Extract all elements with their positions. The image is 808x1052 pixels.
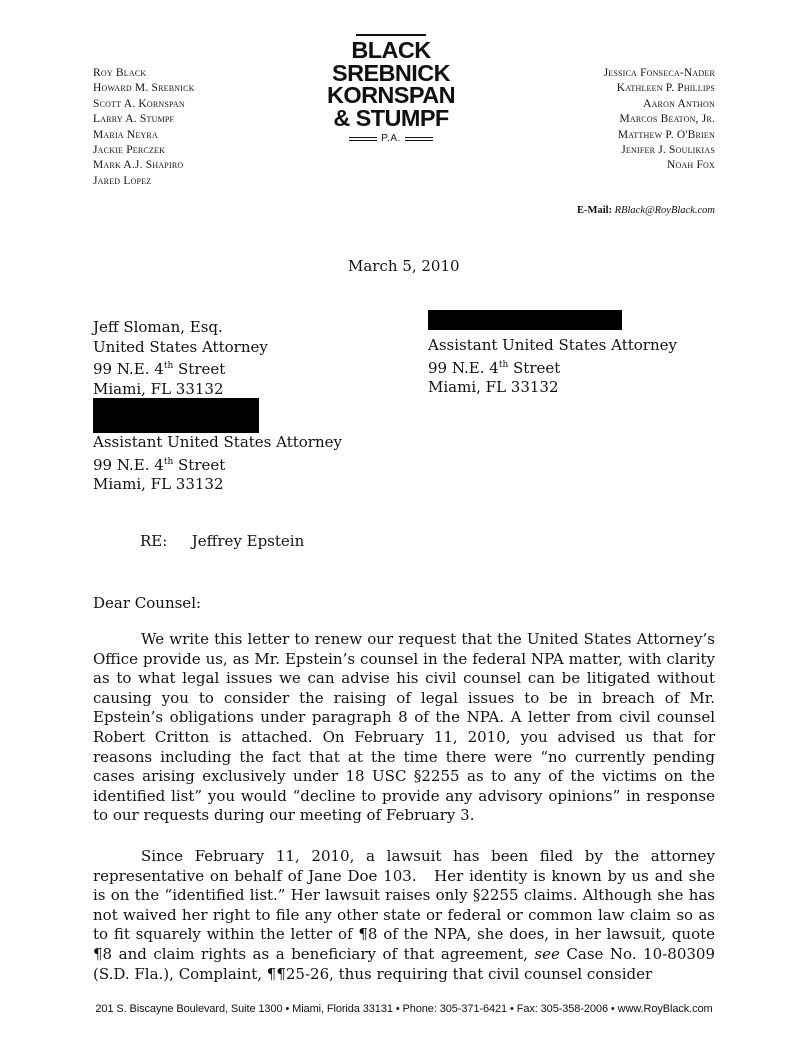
partner-name: Jared Lopez <box>93 174 152 187</box>
partner-name: Howard M. Srebnick <box>93 82 195 95</box>
logo-pa-bar <box>405 137 433 141</box>
logo-line: BLACK <box>351 37 431 63</box>
salutation: Dear Counsel: <box>93 594 202 612</box>
partner-name: Roy Black <box>93 67 147 79</box>
body-paragraph-2: Since February 11, 2010, a lawsuit has been filed by the attorney representative on behalf of Jane Doe 103. Her identity is known by us and she is on the “identified list.” Her lawsuit raises only §2255 claims. Although she has not waived her right to file any other state or federal or common law claim so as to fit squarely within the letter of ¶8 of the NPA, she does, in her lawsuit, quote ¶8 and claim rights as a beneficiary of that agreement, see Case No. 10-80309 (S.D. Fla.), Complaint, ¶¶25-26, thus requiring that civil counsel consider <box>93 847 715 983</box>
re-line <box>140 532 304 550</box>
redaction-bar <box>93 398 259 433</box>
logo-line: KORNSPAN <box>327 82 455 108</box>
partner-name: Scott A. Kornspan <box>93 97 185 110</box>
firm-logo <box>316 34 466 144</box>
logo-pa-row <box>316 133 466 144</box>
partner-name: Marcos Beaton, Jr. <box>619 113 715 126</box>
email-label: E-Mail: <box>577 205 613 216</box>
logo-pa-bar <box>349 137 377 141</box>
partner-name: Mark A.J. Shapiro <box>93 159 184 172</box>
partner-name: Matthew P. O'Brien <box>617 128 715 141</box>
addressee-block-1 <box>93 318 268 399</box>
addressee-street: 99 N.E. 4th Street <box>93 360 226 379</box>
addressee-block-2 <box>428 310 677 398</box>
partner-name: Noah Fox <box>666 159 715 172</box>
addressee-city: Miami, FL 33132 <box>93 379 224 398</box>
partner-name: Jessica Fonseca-Nader <box>603 67 715 79</box>
re-subject: Jeffrey Epstein <box>191 532 305 550</box>
addressee-block-3 <box>93 398 342 495</box>
partner-name: Kathleen P. Phillips <box>616 82 715 95</box>
addressee-city: Miami, FL 33132 <box>428 378 559 397</box>
left-partners-list <box>93 66 195 189</box>
body-paragraph-1: We write this letter to renew our request that the United States Attorney’s Office provide us, as Mr. Epstein’s counsel in the federal NPA matter, with clarity as to what legal issues we can advise his civil counsel can be litigated without causing you to consider the raising of legal issues to be in breach of Mr. Epstein’s obligations under paragraph 8 of the NPA. A letter from civil counsel Robert Critton is attached. On February 11, 2010, you advised us that for reasons including the fact that at the time there were “no currently pending cases arising exclusively under 18 USC §2255 as to any of the victims on the identified list” you would “decline to provide any advisory opinions” in response to our requests during our meeting of February 3. <box>93 630 715 825</box>
letter-date: March 5, 2010 <box>348 257 460 275</box>
email-address[interactable]: RBlack@RoyBlack.com <box>614 205 715 216</box>
addressee-title: Assistant United States Attorney <box>428 336 677 354</box>
logo-top-rule <box>356 34 426 36</box>
addressee-name: Jeff Sloman, Esq. <box>93 318 223 336</box>
partner-name: Jenifer J. Soulikias <box>621 144 715 157</box>
addressee-city: Miami, FL 33132 <box>93 475 224 494</box>
addressee-title: Assistant United States Attorney <box>93 433 342 451</box>
addressee-street: 99 N.E. 4th Street <box>428 358 561 377</box>
letterhead-footer: 201 S. Biscayne Boulevard, Suite 1300 • Miami, Florida 33131 • Phone: 305-371-6421 • Fax: 305-358-2006 • www.RoyBlack.com <box>95 1003 713 1015</box>
partner-name: Maria Neyra <box>93 128 158 141</box>
addressee-street: 99 N.E. 4th Street <box>93 455 226 474</box>
re-label: RE: <box>140 532 168 550</box>
partner-name: Larry A. Stumpf <box>93 113 175 126</box>
right-partners-list <box>604 66 715 174</box>
partner-name: Aaron Anthon <box>643 97 715 110</box>
addressee-title: United States Attorney <box>93 337 268 356</box>
logo-pa: P.A. <box>381 133 401 144</box>
logo-line: SREBNICK <box>332 59 450 86</box>
partner-name: Jackie Perczek <box>93 144 166 157</box>
logo-line: & STUMPF <box>333 104 449 131</box>
redaction-bar <box>428 310 622 330</box>
email-line <box>577 205 715 216</box>
